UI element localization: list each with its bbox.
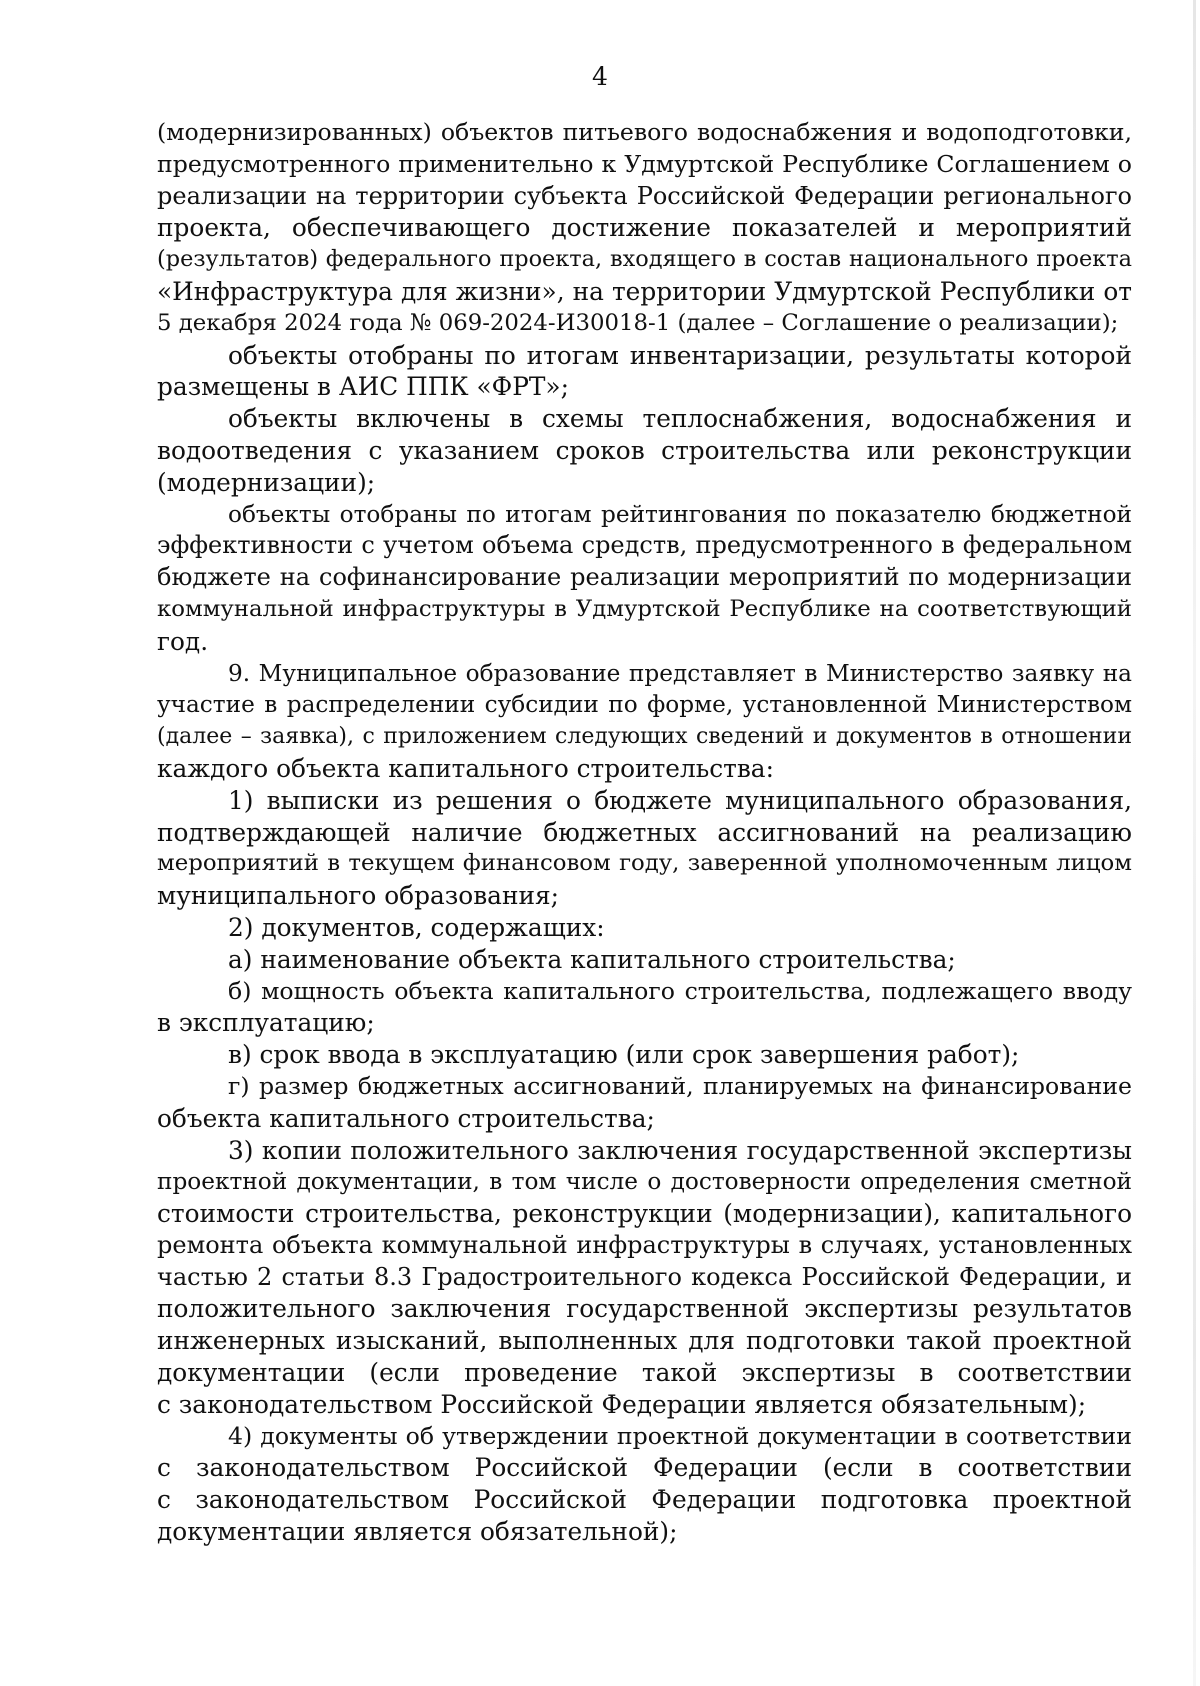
text-line: (модернизированных) объектов питьевого водоснабжения и водоподготовки, [157, 118, 1132, 146]
text-line: в эксплуатацию; [157, 1008, 375, 1038]
text-line: участие в распределении субсидии по форме, установленной Министерством [157, 691, 1132, 719]
text-line: мероприятий в текущем финансовом году, заверенной уполномоченным лицом [157, 850, 1132, 877]
text-line: «Инфраструктура для жизни», на территории Удмуртской Республики от [157, 276, 1132, 306]
text-line: ремонта объекта коммунальной инфраструктуры в случаях, установленных [157, 1230, 1132, 1259]
text-line: 2) документов, содержащих: [228, 912, 605, 942]
text-line: с законодательством Российской Федерации является обязательным); [157, 1389, 1087, 1419]
text-line: а) наименование объекта капитального строительства; [228, 944, 956, 974]
text-line: год. [157, 626, 209, 656]
text-line: объекты отобраны по итогам рейтингования по показателю бюджетной [228, 500, 1132, 528]
text-line: в) срок ввода в эксплуатацию (или срок завершения работ); [228, 1040, 1020, 1070]
text-line: 9. Муниципальное образование представляет в Министерство заявку на [228, 659, 1132, 687]
text-line: г) размер бюджетных ассигнований, планируемых на финансирование [228, 1071, 1132, 1100]
text-line: коммунальной инфраструктуры в Удмуртской Республике на соответствующий [157, 595, 1132, 622]
body-text [157, 117, 1132, 1548]
text-line: проекта, обеспечивающего достижение показателей и мероприятий [157, 213, 1132, 243]
text-line: каждого объекта капитального строительства: [157, 753, 774, 783]
text-line: с законодательством Российской Федерации (если в соответствии [157, 1453, 1132, 1483]
text-line: муниципального образования; [157, 881, 559, 911]
text-line: объекты включены в схемы теплоснабжения, водоснабжения и [228, 404, 1132, 434]
text-line: документации является обязательной); [157, 1517, 678, 1547]
page-number: 4 [592, 62, 608, 91]
text-line: водоотведения с указанием сроков строительства или реконструкции [157, 435, 1132, 465]
text-line: 1) выписки из решения о бюджете муниципального образования, [228, 785, 1132, 815]
text-line: стоимости строительства, реконструкции (модернизации), капитального [157, 1199, 1132, 1229]
text-line: (результатов) федерального проекта, входящего в состав национального проекта [157, 246, 1132, 273]
text-line: подтверждающей наличие бюджетных ассигнований на реализацию [157, 817, 1132, 847]
text-line: б) мощность объекта капитального строительства, подлежащего вводу [228, 976, 1132, 1005]
scan-edge [1193, 0, 1196, 1686]
text-line: 5 декабря 2024 года № 069-2024-И30018-1 (далее – Соглашение о реализации); [157, 309, 1119, 336]
text-line: размещены в АИС ППК «ФРТ»; [157, 372, 569, 402]
text-line: объекты отобраны по итогам инвентаризации, результаты которой [228, 340, 1132, 370]
text-line: проектной документации, в том числе о достоверности определения сметной [157, 1168, 1132, 1196]
text-line: (далее – заявка), с приложением следующих сведений и документов в отношении [157, 724, 1132, 750]
text-line: 4) документы об утверждении проектной документации в соответствии [228, 1421, 1132, 1450]
text-line: (модернизации); [157, 467, 376, 497]
text-line: документации (если проведение такой экспертизы в соответствии [157, 1358, 1132, 1388]
text-line: бюджете на софинансирование реализации мероприятий по модернизации [157, 563, 1132, 592]
text-line: объекта капитального строительства; [157, 1103, 655, 1133]
text-line: предусмотренного применительно к Удмуртской Республике Соглашением о [157, 149, 1132, 178]
text-line: эффективности с учетом объема средств, предусмотренного в федеральном [157, 531, 1132, 560]
text-line: инженерных изысканий, выполненных для подготовки такой проектной [157, 1326, 1132, 1356]
text-line: частью 2 статьи 8.3 Градостроительного кодекса Российской Федерации, и [157, 1262, 1132, 1291]
text-line: 3) копии положительного заключения государственной экспертизы [228, 1135, 1132, 1165]
text-line: положительного заключения государственной экспертизы результатов [157, 1294, 1132, 1324]
text-line: реализации на территории субъекта Российской Федерации регионального [157, 181, 1132, 210]
text-line: с законодательством Российской Федерации подготовка проектной [157, 1485, 1132, 1515]
